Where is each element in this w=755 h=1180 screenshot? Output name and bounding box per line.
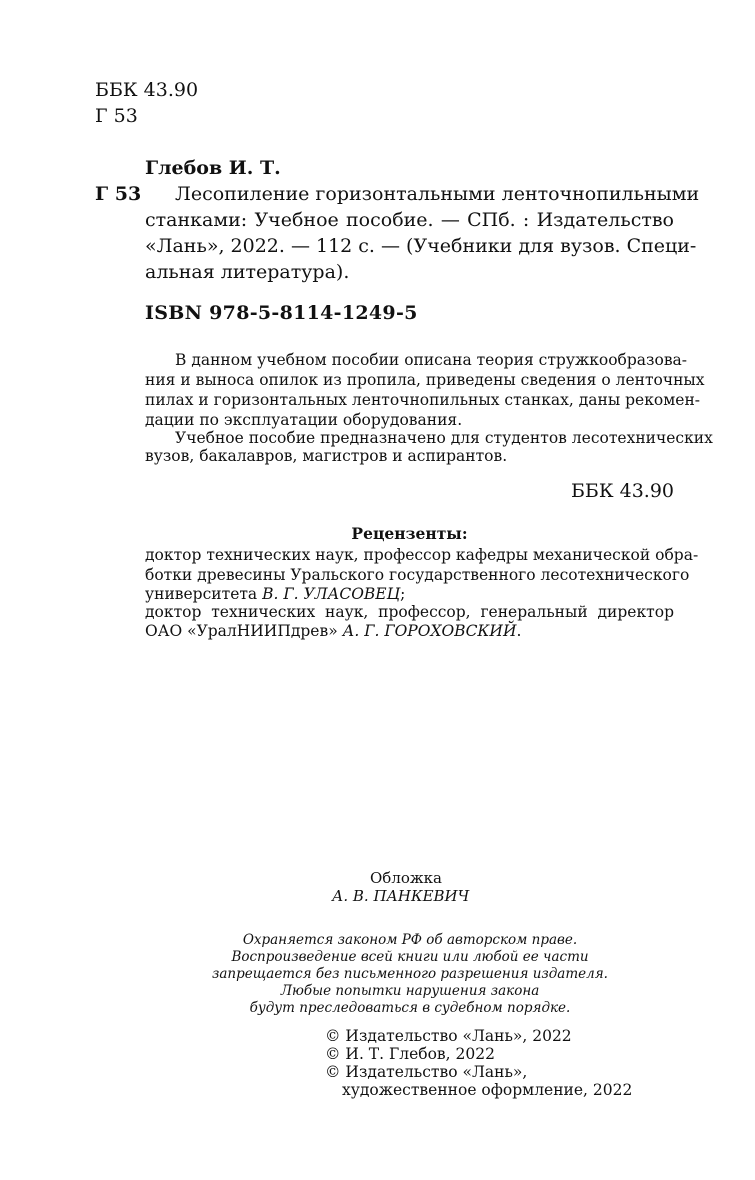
bbk-code: ББК 43.90 xyxy=(95,79,199,101)
abstract-line-3: пилах и горизонтальных ленточнопильных станках, даны рекомен- xyxy=(145,391,701,409)
reviewer-2-name: А. Г. ГОРОХОВСКИЙ xyxy=(342,622,517,640)
cover-label: Обложка xyxy=(370,869,443,887)
reviewer-line-5: ОАО «УралНИИПдрев» А. Г. ГОРОХОВСКИЙ. xyxy=(145,622,522,640)
isbn: ISBN 978-5-8114-1249-5 xyxy=(145,302,418,324)
bib-line-2: станками: Учебное пособие. — СПб. : Издательство xyxy=(145,209,674,231)
abstract-line-6: вузов, бакалавров, магистров и аспирантов. xyxy=(145,447,508,465)
legal-line-3: запрещается без письменного разрешения издателя. xyxy=(212,966,608,982)
copyright-design: художественное оформление, 2022 xyxy=(342,1081,633,1099)
bib-index: Г 53 xyxy=(95,183,142,205)
copyright-design-publisher: © Издательство «Лань», xyxy=(325,1063,528,1081)
copyright-author: © И. Т. Глебов, 2022 xyxy=(325,1045,495,1063)
reviewer-line-3: университета В. Г. УЛАСОВЕЦ; xyxy=(145,585,406,603)
legal-notice xyxy=(200,932,620,1017)
bib-line-4: альная литература). xyxy=(145,261,350,283)
copyright-publisher: © Издательство «Лань», 2022 xyxy=(325,1027,572,1045)
legal-line-4: Любые попытки нарушения закона xyxy=(280,983,540,999)
abstract-line-4: дации по эксплуатации оборудования. xyxy=(145,411,463,429)
reviewer-line-1: доктор технических наук, профессор кафедры механической обра- xyxy=(145,546,699,564)
legal-line-1: Охраняется законом РФ об авторском праве. xyxy=(242,932,578,948)
reviewer-line-4: доктор технических наук, профессор, генеральный директор xyxy=(145,603,674,621)
cover-designer: А. В. ПАНКЕВИЧ xyxy=(332,887,470,905)
legal-line-5: будут преследоваться в судебном порядке. xyxy=(249,1000,571,1016)
author-mark: Г 53 xyxy=(95,105,138,127)
bbk-footer: ББК 43.90 xyxy=(570,480,674,502)
abstract-line-2: ния и выноса опилок из пропила, приведены сведения о ленточных xyxy=(145,371,705,389)
abstract-line-1: В данном учебном пособии описана теория стружкообразова- xyxy=(175,351,688,369)
reviewers-heading: Рецензенты: xyxy=(351,524,468,543)
reviewer-1-name: В. Г. УЛАСОВЕЦ xyxy=(262,585,401,603)
author-name: Глебов И. Т. xyxy=(145,157,281,179)
legal-line-2: Воспроизведение всей книги или любой ее части xyxy=(231,949,589,965)
reviewer-line-2: ботки древесины Уральского государственного лесотехнического xyxy=(145,566,690,584)
abstract-line-5: Учебное пособие предназначено для студентов лесотехнических xyxy=(175,429,713,447)
bib-line-1: Лесопиление горизонтальными ленточнопильными xyxy=(175,183,700,205)
bib-line-3: «Лань», 2022. — 112 с. — (Учебники для вузов. Специ- xyxy=(145,235,697,257)
